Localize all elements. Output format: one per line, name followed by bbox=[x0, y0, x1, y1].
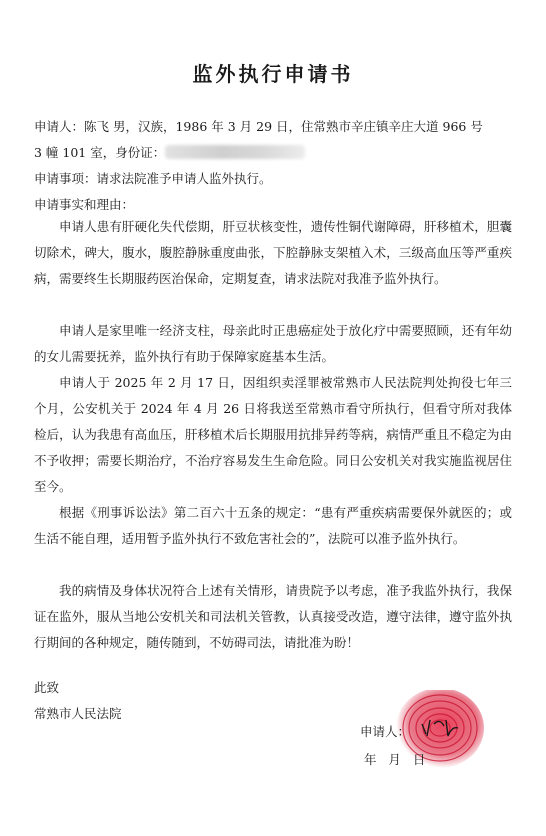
paragraph-medical-conditions: 申请人患有肝硬化失代偿期，肝豆状核变性，遗传性铜代谢障碍，肝移植术，胆囊切除术，碑大，腹水，腹腔静脉重度曲张，下腔静脉支架植入术，三级高血压等严重疾病，需要终生长期服药医治保命，定期复查，请求法院对我准予监外执行。 bbox=[34, 219, 512, 286]
recipient-court: 常熟市人民法院 bbox=[34, 706, 122, 721]
applicant-info-line-1: 申请人：陈飞 男，汉族，1986 年 3 月 29 日，住常熟市辛庄镇辛庄大道 966 号 bbox=[34, 119, 483, 134]
applicant-info-line-2 bbox=[34, 144, 514, 162]
paragraph-legal-basis: 根据《刑事诉讼法》第二百六十五条的规定：“患有严重疾病需要保外就医的；或生活不能自理，适用暂予监外执行不致危害社会的”，法院可以准予监外执行。 bbox=[34, 505, 512, 546]
signature-label: 申请人： bbox=[360, 724, 411, 739]
application-matter: 申请事项：请求法院准予申请人监外执行。 bbox=[34, 171, 272, 186]
closing-salutation: 此致 bbox=[34, 680, 60, 695]
redacted-id-number bbox=[165, 145, 305, 159]
document-title: 监外执行申请书 bbox=[192, 62, 354, 86]
applicant-address-and-id-label: 3 幢 101 室，身份证： bbox=[34, 145, 166, 160]
paragraph-family-situation: 申请人是家里唯一经济支柱，母亲此时正患癌症处于放化疗中需要照顾，还有年幼的女儿需要抚养，监外执行有助于保障家庭基本生活。 bbox=[34, 323, 512, 364]
signature-block bbox=[360, 690, 490, 780]
paragraph-pledge: 我的病情及身体状况符合上述有关情形，请贵院予以考虑，准予我监外执行，我保证在监外，服从当地公安机关和司法机关管教，认真接受改造，遵守法律，遵守监外执行期间的各种规定，随传随到，不妨碍司法，请批准为盼！ bbox=[34, 583, 512, 650]
paragraph-case-history: 申请人于 2025 年 2 月 17 日，因组织卖淫罪被常熟市人民法院判处拘役七年三个月，公安机关于 2024 年 4 月 26 日将我送至常熟市看守所执行，但看守所对我体检后，认为我患有高血压，肝移植术后长期服用抗排异药等病，病情严重且不稳定为由不予收押；需要长期治疗，不治疗容易发生生命危险。同日公安机关对我实施监视居住至今。 bbox=[34, 375, 512, 494]
date-line: 年 月 日 bbox=[364, 752, 426, 767]
facts-heading: 申请事实和理由： bbox=[34, 197, 135, 212]
